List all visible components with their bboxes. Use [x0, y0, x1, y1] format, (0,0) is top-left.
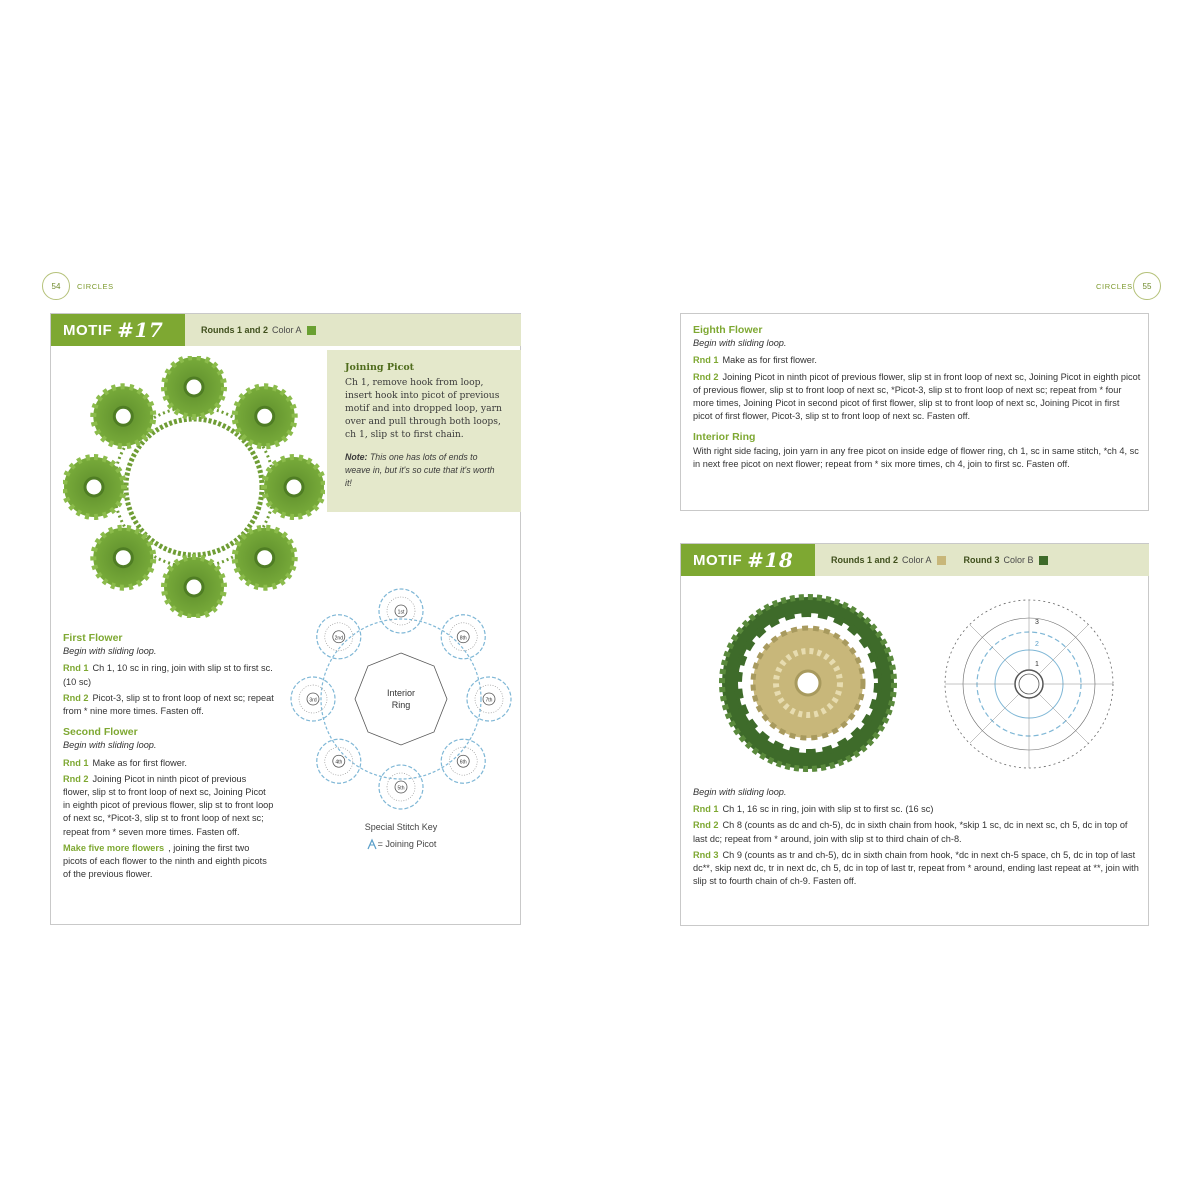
color-b-swatch	[1039, 556, 1048, 565]
flower-label-8th: 8th	[459, 635, 467, 642]
page-number-right	[1133, 272, 1161, 300]
interior-label-1: Interior	[386, 688, 416, 698]
motif-number: #18	[747, 548, 794, 572]
note-label: Note:	[345, 452, 368, 462]
motif-17-title	[51, 314, 185, 346]
motif-18-panel	[680, 543, 1149, 926]
rnd-label: Rnd 2	[693, 371, 719, 382]
rnd-text: Make as for first flower.	[722, 355, 817, 366]
motif-17-stitch-diagram	[284, 582, 518, 816]
eighth-flower-heading: Eighth Flower	[693, 324, 763, 336]
rnd-label: Rnd 1	[63, 757, 89, 768]
color-group-b	[964, 555, 1048, 565]
motif-18-rnd1	[693, 803, 1141, 816]
rounds-label: Round 3	[963, 555, 1000, 565]
motif-18-rnd3	[693, 849, 1141, 889]
eighth-flower-rnd2	[693, 371, 1141, 424]
rnd-text: Ch 1, 16 sc in ring, join with slip st to first sc. (16 sc)	[722, 804, 934, 815]
motif-17-colors	[185, 314, 521, 346]
color-group-a	[201, 325, 316, 335]
rnd-label: Rnd 2	[63, 773, 89, 784]
rnd-text: Ch 9 (counts as tr and ch-5), dc in sixth chain from hook, *dc in next ch-5 space, ch 5, dc in top of last dc**, skip next dc, tr in next dc, ch 5, dc in top of last tr, repeat from * around, ending last repeat at **, join with slip st to fourth chain of ch-9. Fasten off.	[693, 849, 1139, 887]
flower-label-1st: 1st	[397, 609, 405, 616]
rounds-label: Rounds 1 and 2	[201, 325, 269, 335]
motif-number: #17	[117, 318, 164, 342]
second-flower-rnd2	[63, 773, 275, 839]
rnd-label: Rnd 1	[693, 355, 719, 366]
rnd-label: Rnd 2	[693, 820, 719, 831]
interior-ring-text: With right side facing, join yarn in any free picot on inside edge of flower ring, ch 1, sc in same stitch, *ch 4, sc in next free picot on next flower; repeat from * six more times, ch 4, join to first sc. Fasten off.	[693, 445, 1139, 469]
first-flower-heading: First Flower	[63, 632, 123, 644]
color-a-swatch	[307, 326, 316, 335]
rnd-text: Ch 8 (counts as dc and ch-5), dc in sixth chain from hook, *skip 1 sc, dc in next sc, ch 5, dc in top of last dc; repeat from * around, join with slip st to third chain of ch-8.	[693, 820, 1128, 844]
flower-label-7th: 7th	[485, 697, 493, 704]
flower-label-3rd: 3rd	[309, 697, 317, 704]
joining-picot-symbol-icon	[366, 838, 378, 850]
color-a-swatch	[937, 556, 946, 565]
key-title: Special Stitch Key	[364, 822, 438, 832]
special-stitch-key	[341, 822, 461, 850]
motif-18-stitch-diagram	[941, 596, 1117, 772]
second-flower-begin: Begin with sliding loop.	[63, 740, 157, 751]
rnd-label: Rnd 2	[63, 692, 89, 703]
first-flower-rnd2	[63, 692, 275, 718]
round-label-3: 3	[1035, 619, 1039, 626]
five-more-flowers	[63, 842, 275, 882]
motif-18-photo	[719, 594, 897, 772]
motif-17-photo	[63, 356, 325, 618]
flower-label-5th: 5th	[397, 785, 405, 792]
motif-18-title	[681, 544, 815, 576]
joining-picot-note	[345, 451, 503, 490]
joining-picot-box	[327, 350, 521, 512]
rnd-text: Make as for first flower.	[92, 757, 187, 768]
color-label: Color B	[1003, 555, 1034, 565]
eighth-flower-begin: Begin with sliding loop.	[693, 338, 787, 349]
joining-picot-text: Ch 1, remove hook from loop, insert hook into picot of previous motif and into dropped loop, yarn over and pull through both loops, ch 1, slip st to first chain.	[345, 377, 502, 440]
color-label: Color A	[272, 325, 302, 335]
round-label-1: 1	[1035, 661, 1039, 668]
first-flower-rnd1	[63, 662, 275, 688]
rounds-label: Rounds 1 and 2	[831, 555, 899, 565]
motif-18-colors	[815, 544, 1149, 576]
rnd-text: Joining Picot in ninth picot of previous flower, slip st in front loop of next sc, Joining Picot in eighth picot of previous flower, slip st to front loop of next sc, *Picot-3, slip st to front loop of next sc; repeat from * four more times, Joining Picot in second picot of first flower, slip st to front loop of next sc, Joining Picot in first picot of first flower, Picot-3, slip st to front loop of next sc. Fasten off.	[693, 371, 1141, 422]
joining-picot-heading: Joining Picot	[345, 362, 415, 373]
page-number-text: 55	[1142, 281, 1152, 291]
note-text: This one has lots of ends to weave in, but it's so cute that it's worth it!	[345, 452, 495, 488]
second-flower-rnd1	[63, 757, 275, 770]
five-more-text: , joining the first two picots of each flower to the ninth and eighth picots of the previous flower.	[63, 842, 267, 880]
page-number-left	[42, 272, 70, 300]
second-flower-heading: Second Flower	[63, 726, 138, 739]
key-item-text: = Joining Picot	[377, 839, 437, 849]
flower-label-2nd: 2nd	[334, 635, 343, 642]
motif-17-continued-text	[693, 324, 1141, 474]
rnd-text: Joining Picot in ninth picot of previous flower, slip st to front loop of next sc, Joining Picot in eighth picot of previous flower, slip st to front loop of next sc, *Picot-3, slip st to front loop of next sc; repeat from * seven more times. Fasten off.	[63, 773, 274, 837]
running-head-right: CIRCLES	[1096, 282, 1133, 291]
motif-17-continued-panel	[680, 313, 1149, 511]
first-flower-begin: Begin with sliding loop.	[63, 646, 157, 657]
color-group-a	[831, 555, 946, 565]
motif-18-instructions	[693, 786, 1141, 891]
eighth-flower-rnd1	[693, 354, 1141, 367]
flower-label-6th: 6th	[459, 759, 467, 766]
motif-17-header	[51, 314, 521, 346]
page-number-text: 54	[51, 281, 61, 291]
running-head-left: CIRCLES	[77, 282, 114, 291]
interior-label-2: Ring	[391, 700, 411, 710]
key-item	[341, 838, 461, 850]
round-label-2: 2	[1035, 641, 1039, 648]
motif-17-panel	[50, 313, 521, 925]
motif-18-begin: Begin with sliding loop.	[693, 787, 787, 797]
motif-18-rnd2	[693, 819, 1141, 845]
flower-label-4th: 4th	[335, 759, 343, 766]
rnd-label: Rnd 1	[693, 804, 719, 815]
color-label: Color A	[902, 555, 932, 565]
five-more-label: Make five more flowers	[63, 842, 165, 853]
motif-17-instructions	[63, 632, 275, 884]
rnd-text: Ch 1, 10 sc in ring, join with slip st to first sc. (10 sc)	[63, 663, 273, 687]
rnd-text: Picot-3, slip st to front loop of next sc; repeat from * nine more times. Fasten off.	[63, 692, 274, 717]
rnd-label: Rnd 1	[63, 663, 89, 674]
motif-label: MOTIF	[63, 321, 113, 339]
interior-ring-heading: Interior Ring	[693, 431, 756, 444]
rnd-label: Rnd 3	[693, 849, 719, 860]
motif-label: MOTIF	[693, 551, 743, 569]
motif-18-header	[681, 544, 1149, 576]
